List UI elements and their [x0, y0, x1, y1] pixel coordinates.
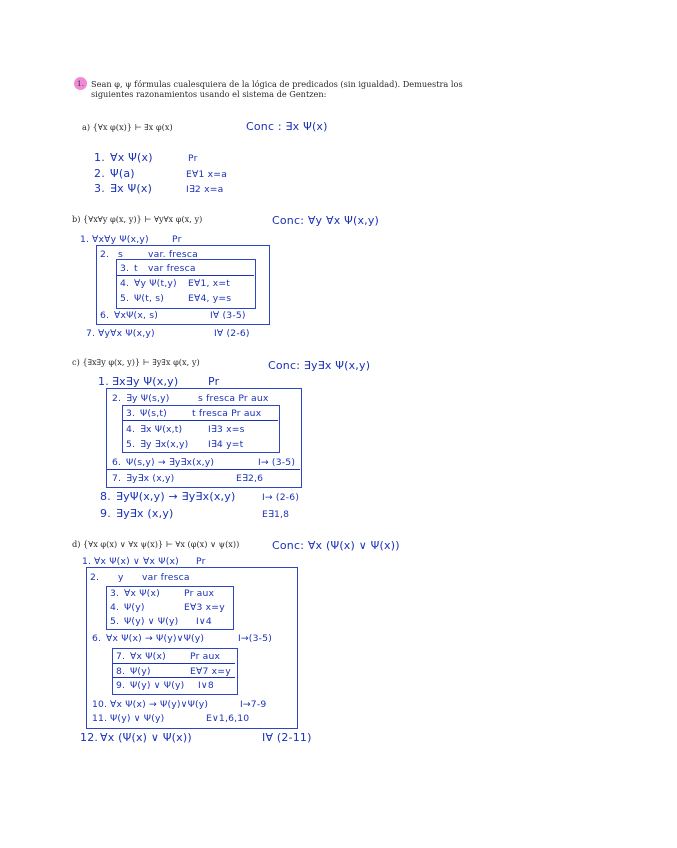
b-line-4-num: 4.	[120, 278, 130, 289]
d-line-10-num: 10.	[92, 699, 108, 710]
d-line-7-num: 7.	[116, 651, 126, 662]
d-line-11-rule: E∨1,6,10	[206, 713, 250, 724]
d-line-12-num: 12.	[80, 731, 99, 744]
d-line-1-rule: Pr	[196, 556, 206, 567]
c-line-1-num: 1.	[98, 375, 109, 388]
b-line-2-formula: s	[118, 249, 123, 260]
d-line-9-num: 9.	[116, 680, 126, 691]
d-line-4-rule: E∀3 x=y	[184, 602, 225, 613]
c-line-8-num: 8.	[100, 490, 111, 503]
d-line-1-formula: ∀x Ψ(x) ∨ ∀x Ψ(x)	[94, 556, 179, 567]
c-line-4-num: 4.	[126, 424, 136, 435]
d-line-2-rule: var fresca	[142, 572, 190, 583]
b-line-6-rule: I∀ (3-5)	[210, 310, 246, 321]
b-line-6-num: 6.	[100, 310, 110, 321]
conclusion-b: Conc: ∀y ∀x Ψ(x,y)	[272, 214, 380, 227]
a-line-2-formula: Ψ(a)	[110, 167, 135, 180]
statement-c: c) {∃x∃y φ(x, y)} ⊢ ∃y∃x φ(x, y)	[72, 357, 200, 367]
c-line-9-formula: ∃y∃x (x,y)	[116, 507, 174, 520]
c-line-6-formula: Ψ(s,y) → ∃y∃x(x,y)	[126, 457, 215, 468]
d-line-5-num: 5.	[110, 616, 120, 627]
d-line-7-rule: Pr aux	[190, 651, 221, 662]
b-line-7-formula: ∀y∀x Ψ(x,y)	[98, 328, 155, 339]
c-line-8-rule: I→ (2-6)	[262, 492, 300, 503]
c-line-5-formula: ∃y ∃x(x,y)	[140, 439, 189, 450]
c-line-9-num: 9.	[100, 507, 111, 520]
b-line-3-rule: var fresca	[148, 263, 196, 274]
d-line-3-num: 3.	[110, 588, 120, 599]
c-line-8-formula: ∃yΨ(x,y) → ∃y∃x(x,y)	[116, 490, 236, 503]
d-line-3-rule: Pr aux	[184, 588, 215, 599]
d-line-2-num: 2.	[90, 572, 100, 583]
b-line-3-num: 3.	[120, 263, 130, 274]
d-line-4-num: 4.	[110, 602, 120, 613]
c-line-6-num: 6.	[112, 457, 122, 468]
b-line-3-formula: t	[134, 263, 138, 274]
c-line-3-rule: t fresca Pr aux	[192, 408, 262, 419]
c-line-3-num: 3.	[126, 408, 136, 419]
c-line-7-rule: E∃2,6	[236, 473, 264, 484]
c-line-7-num: 7.	[112, 473, 122, 484]
d-line-7-formula: ∀x Ψ(x)	[130, 651, 166, 662]
b-line-5-num: 5.	[120, 293, 130, 304]
c-line-3-formula: Ψ(s,t)	[140, 408, 167, 419]
c-line-1-formula: ∃x∃y Ψ(x,y)	[112, 375, 179, 388]
d-line-5-rule: I∨4	[196, 616, 212, 627]
a-line-1-num: 1.	[94, 151, 105, 164]
a-line-3-formula: ∃x Ψ(x)	[110, 182, 153, 195]
d-line-10-formula: ∀x Ψ(x) → Ψ(y)∨Ψ(y)	[110, 699, 209, 710]
c-line-2-rule: s fresca Pr aux	[198, 393, 269, 404]
d-line-10-rule: I→7-9	[240, 699, 267, 710]
c-line-2-formula: ∃y Ψ(s,y)	[126, 393, 170, 404]
b-line-7-num: 7.	[86, 328, 96, 339]
exercise-number-badge: 1.	[74, 77, 87, 90]
d-line-11-num: 11.	[92, 713, 108, 724]
d-line-6-num: 6.	[92, 633, 102, 644]
d-line-8-formula: Ψ(y)	[130, 666, 151, 677]
b-line-4-formula: ∀y Ψ(t,y)	[134, 278, 177, 289]
statement-d: d) {∀x φ(x) ∨ ∀x ψ(x)} ⊢ ∀x (φ(x) ∨ ψ(x))	[72, 539, 240, 549]
a-line-2-num: 2.	[94, 167, 105, 180]
d-line-6-rule: I→(3-5)	[238, 633, 272, 644]
c-line-5-num: 5.	[126, 439, 136, 450]
d-line-11-formula: Ψ(y) ∨ Ψ(y)	[110, 713, 165, 724]
b-line-7-rule: I∀ (2-6)	[214, 328, 250, 339]
d-line-1-num: 1.	[82, 556, 92, 567]
d-line-12-rule: I∀ (2-11)	[262, 731, 312, 744]
d-line-9-formula: Ψ(y) ∨ Ψ(y)	[130, 680, 185, 691]
b-line-1-rule: Pr	[172, 234, 182, 245]
d-line-12-formula: ∀x (Ψ(x) ∨ Ψ(x))	[100, 731, 192, 744]
c-line-4-rule: I∃3 x=s	[208, 424, 245, 435]
b-line-2-rule: var. fresca	[148, 249, 198, 260]
c-line-7-formula: ∃y∃x (x,y)	[126, 473, 175, 484]
statement-b: b) {∀x∀y φ(x, y)} ⊢ ∀y∀x φ(x, y)	[72, 214, 203, 224]
c-line-2-num: 2.	[112, 393, 122, 404]
conclusion-c: Conc: ∃y∃x Ψ(x,y)	[268, 359, 371, 372]
b-line-5-rule: E∀4, y=s	[188, 293, 232, 304]
d-line-2-formula: y	[118, 572, 124, 583]
header-line-2: siguientes razonamientos usando el sistema de Gentzen:	[91, 89, 327, 99]
c-line-6-rule: I→ (3-5)	[258, 457, 296, 468]
statement-a: a) {∀x φ(x)} ⊢ ∃x φ(x)	[82, 122, 173, 132]
a-line-1-formula: ∀x Ψ(x)	[110, 151, 153, 164]
conclusion-d: Conc: ∀x (Ψ(x) ∨ Ψ(x))	[272, 539, 400, 552]
d-line-6-formula: ∀x Ψ(x) → Ψ(y)∨Ψ(y)	[106, 633, 205, 644]
a-line-3-num: 3.	[94, 182, 105, 195]
d-line-3-formula: ∀x Ψ(x)	[124, 588, 160, 599]
b-line-4-rule: E∀1, x=t	[188, 278, 231, 289]
c-line-5-rule: I∃4 y=t	[208, 439, 244, 450]
d-line-8-num: 8.	[116, 666, 126, 677]
b-line-6-formula: ∀xΨ(x, s)	[114, 310, 158, 321]
c-line-9-rule: E∃1,8	[262, 509, 290, 520]
header-line-1: Sean φ, ψ fórmulas cualesquiera de la lógica de predicados (sin igualdad). Demuestra los	[91, 79, 463, 89]
d-line-4-formula: Ψ(y)	[124, 602, 145, 613]
c-line-1-rule: Pr	[208, 375, 220, 388]
a-line-1-rule: Pr	[188, 153, 198, 164]
b-line-1-num: 1.	[80, 234, 90, 245]
d-line-9-rule: I∨8	[198, 680, 214, 691]
a-line-2-rule: E∀1 x=a	[186, 169, 228, 180]
a-line-3-rule: I∃2 x=a	[186, 184, 224, 195]
b-line-2-num: 2.	[100, 249, 110, 260]
d-line-5-formula: Ψ(y) ∨ Ψ(y)	[124, 616, 179, 627]
c-line-4-formula: ∃x Ψ(x,t)	[140, 424, 183, 435]
conclusion-a: Conc : ∃x Ψ(x)	[246, 120, 328, 133]
d-line-8-rule: E∀7 x=y	[190, 666, 231, 677]
b-line-1-formula: ∀x∀y Ψ(x,y)	[92, 234, 149, 245]
b-line-5-formula: Ψ(t, s)	[134, 293, 165, 304]
